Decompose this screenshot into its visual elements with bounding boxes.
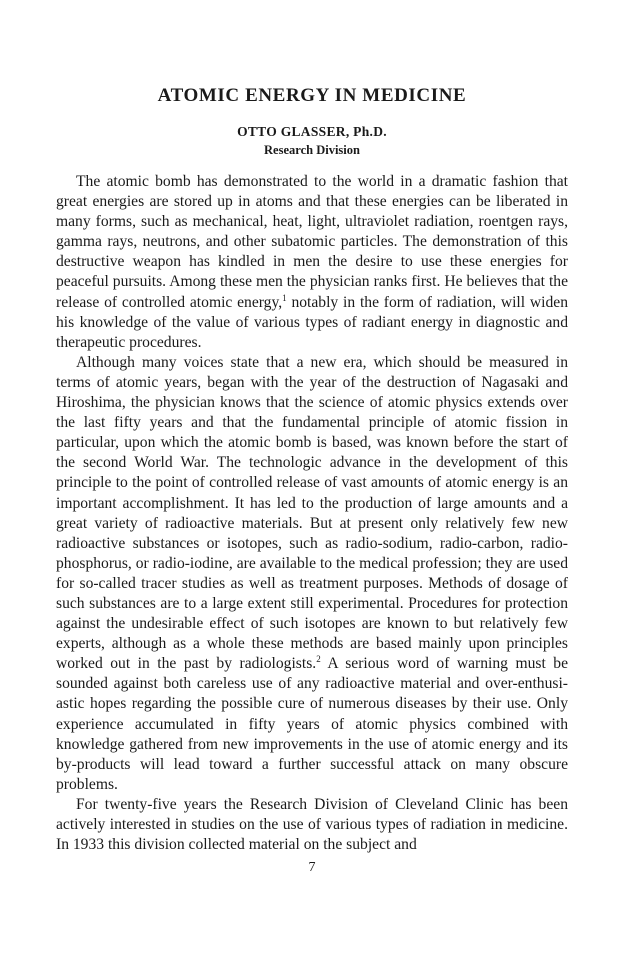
- paragraph-1-text-b: notably in the form of radiation, will widen his knowledge of the value of various types of radiant energy in diagnostic and therapeutic procedures.: [56, 293, 568, 351]
- document-page: [56, 0, 568, 972]
- paragraph-3: For twenty-five years the Research Division of Cleveland Clinic has been actively interested in studies on the use of various types of radiation in medicine. In 1933 this division collected material on the subject and: [56, 795, 568, 854]
- footnote-ref-1: 1: [282, 292, 287, 303]
- author-affiliation: Research Division: [264, 143, 360, 157]
- paragraph-2-text-a: Although many voices state that a new era, which should be measured in terms of atomic years, began with the year of the destruction of Nagasaki and Hiroshima, the physician knows that the science of atomic physics extends over the last fifty years and that the fundamental principle of atomic fission in particular, upon which the atomic bomb is based, was known before the start of the second World War. The technologic advance in the development of this principle to the point of controlled release of vast amounts of atomic energy is an important accomplishment. It has led to the production of large amounts and a great variety of radioactive materials. But at present only relatively few new radioactive substances or isotopes, such as radio-sodium, radio-carbon, radio-phosphorus, or radio-iodine, are available to the medical profession; they are used for so-called tracer studies as well as treatment purposes. Methods of dosage of such substances are to a large extent still experimental. Procedures for protection against the undesirable effect of such isotopes are known to but relatively few experts, although as a whole these methods are based mainly upon principles worked out in the past by radiologists.: [56, 353, 568, 673]
- article-body: [56, 172, 568, 855]
- paragraph-2-text-b: A serious word of warning must be sounded against both careless use of any radioactive material and over-enthusiastic hopes regarding the possible cure of numerous diseases by their use. Only experience accumulated in fifty years of atomic physics combined with knowledge gathered from new improvements in the use of atomic energy and its by-products will lead toward a further successful attack on many obscure problems.: [56, 655, 568, 793]
- paragraph-2: [56, 353, 568, 795]
- footnote-ref-2: 2: [316, 654, 321, 665]
- page-number: 7: [308, 860, 316, 875]
- paragraph-1-text-a: The atomic bomb has demonstrated to the world in a dramatic fashion that great energies are stored up in atoms and that these energies can be liberated in many forms, such as mechanical, heat, light, ultraviolet radiation, roentgen rays, gamma rays, neutrons, and other subatomic particles. The demonstration of this destructive weapon has kindled in men the desire to use these energies for peaceful pursuits. Among these men the physician ranks first. He believes that the release of controlled atomic energy,: [56, 173, 568, 311]
- paragraph-1: [56, 172, 568, 353]
- author-name: OTTO GLASSER, Ph.D.: [237, 124, 387, 139]
- article-title: ATOMIC ENERGY IN MEDICINE: [157, 85, 467, 106]
